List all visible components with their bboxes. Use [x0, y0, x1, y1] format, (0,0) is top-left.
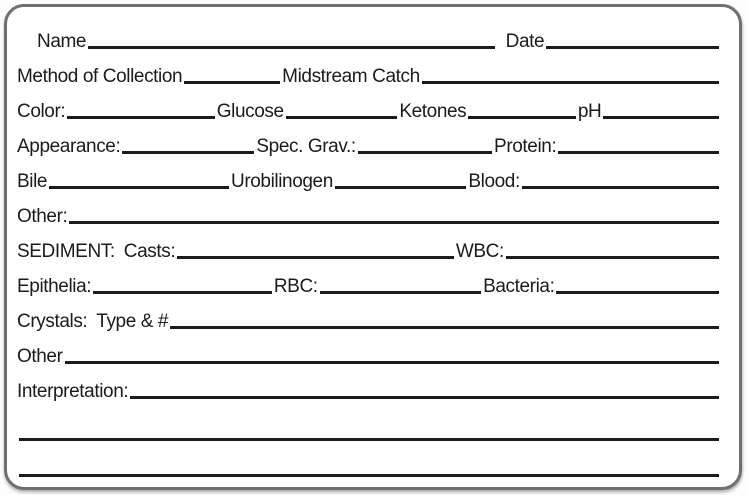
name-blank[interactable] — [88, 46, 495, 49]
field-label-spec-grav: Spec. Grav.: — [256, 136, 356, 157]
row-sediment — [17, 226, 721, 261]
field-label-date: Date — [505, 31, 545, 52]
field-label-interpretation: Interpretation: — [17, 381, 129, 402]
row-other-bottom — [17, 331, 721, 366]
field-label-type-and-num: Type & # — [96, 311, 169, 332]
crystals-type-num-blank[interactable] — [170, 326, 719, 329]
row-interpretation — [17, 366, 721, 401]
glucose-blank[interactable] — [286, 116, 398, 119]
row-notes-2 — [17, 443, 721, 479]
bile-blank[interactable] — [49, 186, 229, 189]
spec-grav-blank[interactable] — [358, 151, 492, 154]
other-bottom-blank[interactable] — [65, 361, 719, 364]
other-top-blank[interactable] — [69, 221, 719, 224]
blood-blank[interactable] — [522, 186, 719, 189]
field-label-other-top: Other: — [17, 206, 68, 227]
field-label-name: Name — [37, 31, 87, 52]
bacteria-blank[interactable] — [556, 291, 719, 294]
row-method — [17, 51, 721, 86]
notes-blank-1[interactable] — [19, 438, 719, 441]
field-label-glucose: Glucose — [216, 101, 284, 122]
field-label-bacteria: Bacteria: — [483, 276, 555, 297]
row-color — [17, 86, 721, 121]
protein-blank[interactable] — [558, 151, 719, 154]
row-header — [17, 13, 721, 51]
field-label-other-bottom: Other — [17, 346, 63, 367]
casts-blank[interactable] — [177, 256, 454, 259]
wbc-blank[interactable] — [506, 256, 719, 259]
notes-blank-2[interactable] — [19, 474, 719, 477]
date-blank[interactable] — [546, 46, 719, 49]
field-label-color: Color: — [17, 101, 66, 122]
field-label-epithelia: Epithelia: — [17, 276, 92, 297]
field-label-ph: pH — [577, 101, 602, 122]
field-label-midstream-catch: Midstream Catch — [282, 66, 420, 87]
ketones-blank[interactable] — [468, 116, 576, 119]
row-epithelia — [17, 261, 721, 296]
midstream-catch-blank[interactable] — [422, 81, 719, 84]
interpretation-blank[interactable] — [130, 396, 719, 399]
field-label-rbc: RBC: — [273, 276, 318, 297]
row-appearance — [17, 121, 721, 156]
field-label-blood: Blood: — [468, 171, 520, 192]
section-label-sediment: SEDIMENT: — [17, 241, 115, 262]
field-label-crystals: Crystals: — [17, 311, 88, 332]
field-label-bile: Bile — [17, 171, 48, 192]
field-label-method-of-collection: Method of Collection — [17, 66, 183, 87]
method-of-collection-blank[interactable] — [184, 81, 280, 84]
urinalysis-label — [4, 4, 742, 490]
row-other-top — [17, 191, 721, 226]
field-label-casts: Casts: — [123, 241, 176, 262]
color-blank[interactable] — [67, 116, 215, 119]
field-label-protein: Protein: — [494, 136, 557, 157]
appearance-blank[interactable] — [122, 151, 254, 154]
field-label-ketones: Ketones — [399, 101, 467, 122]
field-label-wbc: WBC: — [455, 241, 504, 262]
ph-blank[interactable] — [603, 116, 719, 119]
field-label-urobilinogen: Urobilinogen — [231, 171, 333, 192]
urobilinogen-blank[interactable] — [335, 186, 466, 189]
field-label-appearance: Appearance: — [17, 136, 121, 157]
epithelia-blank[interactable] — [93, 291, 272, 294]
rbc-blank[interactable] — [320, 291, 481, 294]
row-crystals — [17, 296, 721, 331]
row-bile — [17, 156, 721, 191]
row-notes-1 — [17, 401, 721, 443]
